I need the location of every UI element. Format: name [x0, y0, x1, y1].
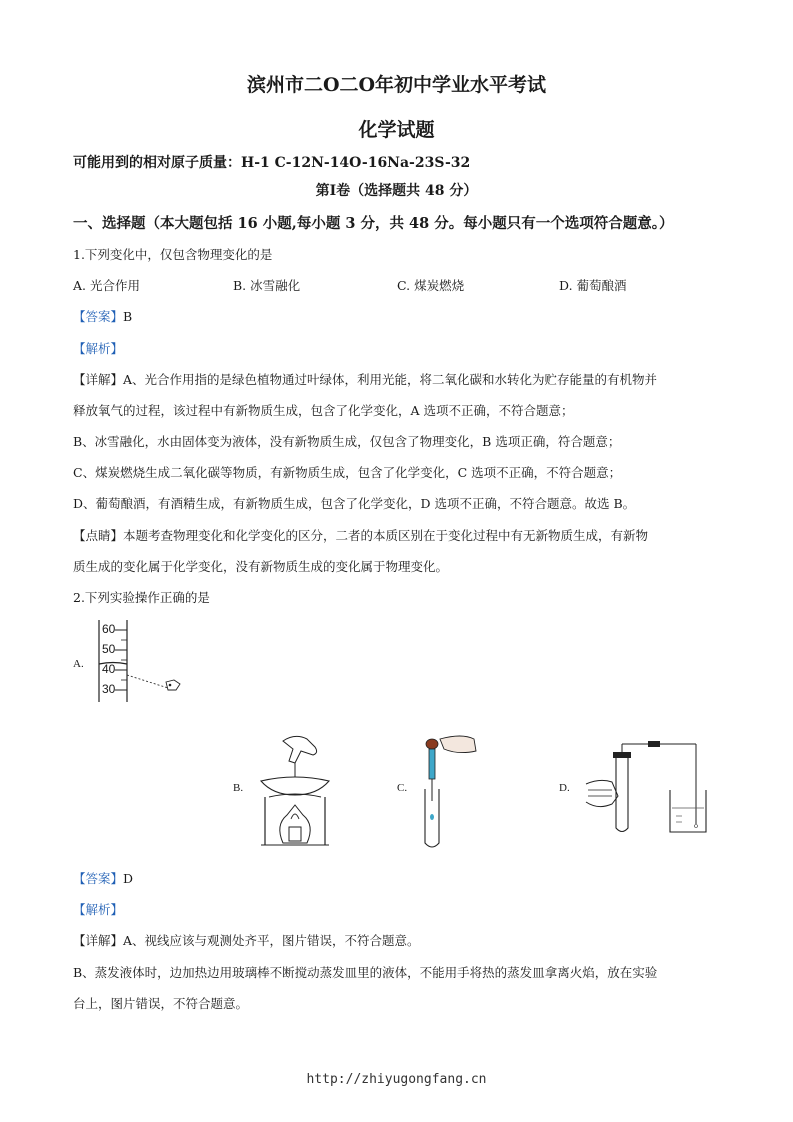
q1-answer: B — [123, 309, 133, 324]
q1-detail-line-3: B、冰雪融化，水由固体变为液体，没有新物质生成，仅包含了物理变化，B 选项正确，符合题意； — [73, 434, 621, 449]
airtightness-check-figure — [582, 740, 712, 835]
q1-analysis-tag: 【解析】 — [73, 341, 124, 356]
exam-title: 滨州市二O二O年初中学业水平考试 — [246, 74, 547, 96]
q2-detail-line-2: B、蒸发液体时，边加热边用玻璃棒不断搅动蒸发皿里的液体，不能用手将热的蒸发皿拿离火焰，放在实验 — [73, 965, 658, 980]
detail-tag: 【详解】 — [73, 933, 124, 948]
detail-tag: 【详解】 — [73, 372, 124, 387]
q1-answer-line — [73, 308, 132, 325]
q1-option-b: B. 冰雪融化 — [233, 278, 301, 293]
answer-tag: 【答案】 — [73, 871, 124, 886]
q1-option-a: A. 光合作用 — [73, 278, 140, 293]
evaporating-dish-figure — [255, 733, 335, 848]
q2-answer-line — [73, 870, 133, 887]
q1-detail-line-5: D、葡萄酿酒，有酒精生成，有新物质生成，包含了化学变化，D 选项不正确，不符合题意。故选 B。 — [73, 496, 636, 511]
q1-detail-line-1: 【详解】A、光合作用指的是绿色植物通过叶绿体，利用光能，将二氧化碳和水转化为贮存能量的有机物并 — [73, 372, 658, 387]
q2-analysis-tag: 【解析】 — [73, 902, 124, 917]
q2-fig-label-c: C. — [397, 782, 408, 794]
q2-detail-line-3: 台上，图片错误，不符合题意。 — [73, 996, 249, 1011]
q2-fig-label-d: D. — [559, 782, 570, 794]
q1-option-c: C. 煤炭燃烧 — [397, 278, 465, 293]
section-heading: 一、选择题（本大题包括 16 小题,每小题 3 分，共 48 分。每小题只有一个选项符合题意。） — [73, 215, 674, 232]
q1-detail-line-2: 释放氧气的过程，该过程中有新物质生成，包含了化学变化，A 选项不正确，不符合题意； — [73, 403, 574, 418]
q2-fig-label-a: A. — [73, 658, 84, 670]
comment-tag: 【点睛】 — [73, 528, 124, 543]
q1-detail-line-4: C、煤炭燃烧生成二氧化碳等物质，有新物质生成，包含了化学变化，C 选项不正确，不符合题意； — [73, 465, 622, 480]
q1-option-d: D. 葡萄酿酒 — [559, 278, 627, 293]
volume-heading: 第Ⅰ卷（选择题共 48 分） — [315, 183, 478, 199]
q2-detail-line-1: 【详解】A、视线应该与观测处齐平，图片错误，不符合题意。 — [73, 933, 420, 948]
tick-label-60: 60 — [102, 622, 116, 636]
tick-label-50: 50 — [102, 642, 116, 656]
q2-answer: D — [123, 871, 134, 886]
tick-label-30: 30 — [102, 682, 116, 696]
answer-tag: 【答案】 — [73, 309, 124, 324]
dropper-test-tube-figure — [418, 733, 478, 851]
exam-subtitle: 化学试题 — [358, 119, 435, 141]
q1-comment-line-2: 质生成的变化属于化学变化，没有新物质生成的变化属于物理变化。 — [73, 559, 449, 574]
q2-stem: 2.下列实验操作正确的是 — [73, 590, 210, 605]
q1-comment-line-1: 【点睛】本题考查物理变化和化学变化的区分，二者的本质区别在于变化过程中有无新物质生成，有新物 — [73, 528, 649, 543]
q2-fig-label-b: B. — [233, 782, 244, 794]
tick-label-40: 40 — [102, 662, 116, 676]
atomic-mass-line: 可能用到的相对原子质量：H-1 C-12N-14O-16Na-23S-32 — [73, 155, 471, 171]
q1-stem: 1.下列变化中，仅包含物理变化的是 — [73, 247, 273, 262]
footer-url[interactable]: http://zhiyugongfang.cn — [306, 1072, 487, 1087]
